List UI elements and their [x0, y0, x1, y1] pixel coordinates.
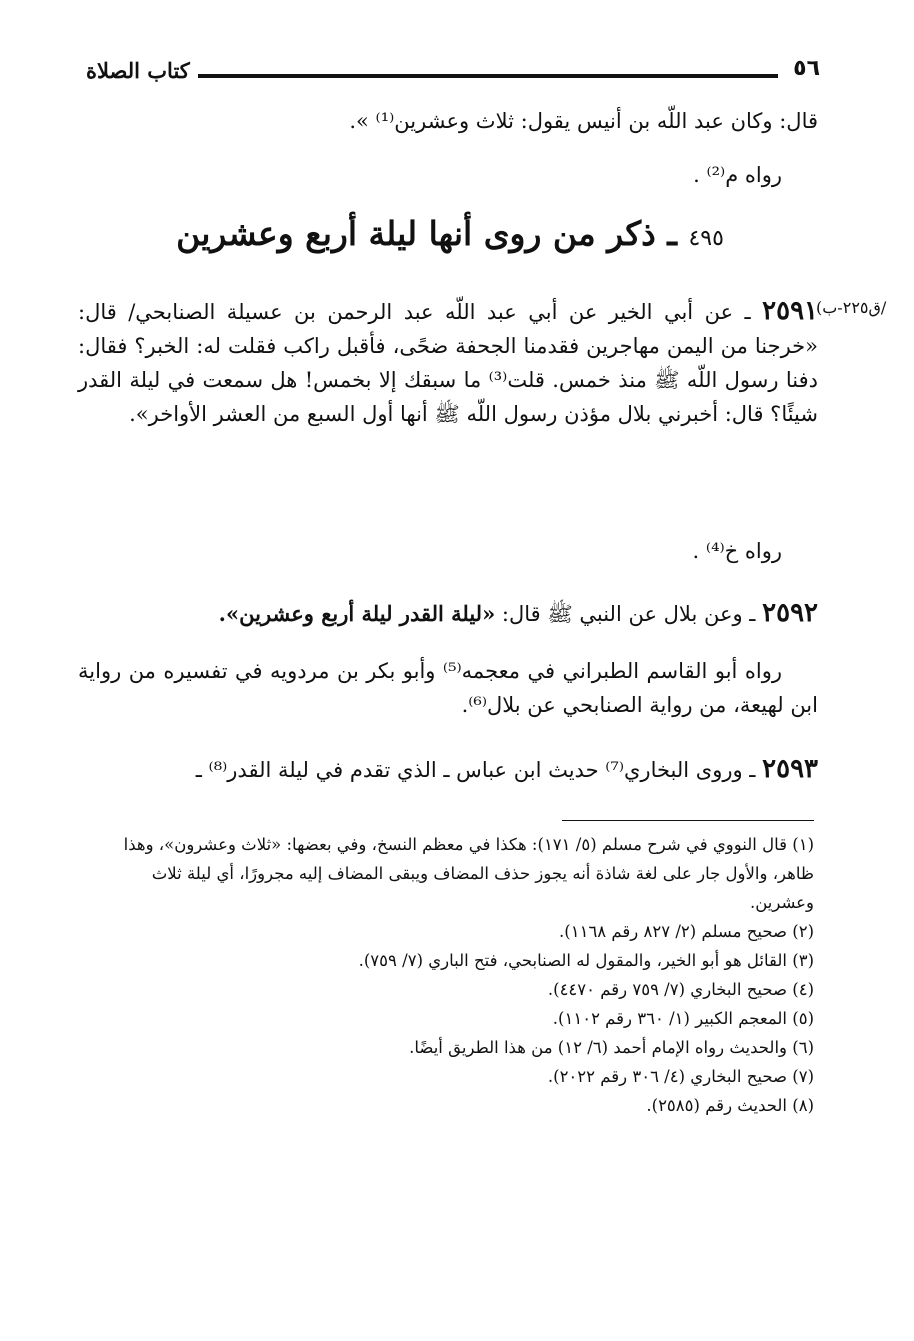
intro-line-2: رواه م⁽²⁾ . — [693, 163, 782, 187]
hadith-2592-riwaya — [78, 654, 818, 722]
footnote-8: (٨) الحديث رقم (٢٥٨٥). — [646, 1096, 814, 1115]
hadith-2593 — [78, 752, 818, 787]
section-heading — [150, 214, 750, 253]
footnotes — [84, 830, 814, 1120]
footnote-5: (٥) المعجم الكبير (١/ ٣٦٠ رقم ١١٠٢). — [552, 1009, 814, 1028]
hadith-text: ـ عن أبي الخير عن أبي عبد اللّه عبد الرحمن بن عسيلة الصنابحي/ قال: «خرجنا من اليمن مهاجرين فقدمنا الجحفة ضحًى، فأقبل راكب فقلت له: الخبر؟ فقال: دفنا رسول اللّه ﷺ منذ خمس. قلت⁽³⁾ ما سبقك إلا بخمس! هل سمعت في ليلة القدر شيئًا؟ قال: أخبرني بلال مؤذن رسول اللّه ﷺ أنها أول السبع من العشر الأواخر». — [78, 300, 818, 426]
footnote-2: (٢) صحيح مسلم (٢/ ٨٢٧ رقم ١١٦٨). — [559, 922, 814, 941]
footnote-4: (٤) صحيح البخاري (٧/ ٧٥٩ رقم ٤٤٧٠). — [547, 980, 814, 999]
riwaya-text: رواه أبو القاسم الطبراني في معجمه⁽⁵⁾ وأبو بكر بن مردويه في تفسيره من رواية ابن لهيعة، من رواية الصنابحي عن بلال⁽⁶⁾. — [78, 659, 818, 717]
hadith-number: ٢٥٩٣ — [762, 754, 818, 784]
footnote-7: (٧) صحيح البخاري (٤/ ٣٠٦ رقم ٢٠٢٢). — [547, 1067, 814, 1086]
chapter-title: كتاب الصلاة — [86, 58, 190, 83]
hadith-2591-riwaya: رواه خ⁽⁴⁾ . — [692, 539, 782, 563]
footnote-separator — [562, 820, 814, 821]
hadith-quote: «ليلة القدر ليلة أربع وعشرين». — [218, 601, 496, 626]
hadith-number: ٢٥٩١ — [762, 296, 819, 326]
section-title: ـ ذكر من روى أنها ليلة أربع وعشرين — [176, 214, 677, 253]
header-rule — [198, 74, 778, 78]
section-number: ٤٩٥ — [688, 226, 724, 251]
hadith-number: ٢٥٩٢ — [762, 598, 818, 628]
manuscript-margin-note: /ق٢٢٥-ب) — [816, 298, 887, 317]
intro-line-1: قال: وكان عبد اللّه بن أنيس يقول: ثلاث وعشرين⁽¹⁾ ». — [349, 109, 818, 133]
hadith-2591 — [78, 294, 818, 431]
running-header — [80, 56, 820, 92]
page-number: ٥٦ — [793, 56, 820, 81]
hadith-2592 — [78, 596, 818, 631]
footnote-3: (٣) القائل هو أبو الخير، والمقول له الصنابحي، فتح الباري (٧/ ٧٥٩). — [358, 951, 814, 970]
hadith-text: ـ وعن بلال عن النبي ﷺ قال: — [495, 602, 756, 626]
footnote-1: (١) قال النووي في شرح مسلم (٥/ ١٧١): هكذا في معظم النسخ، وفي بعضها: «ثلاث وعشرون»، وهذا ظاهر، والأول جار على لغة شاذة أنه يجوز حذف المضاف ويبقى المضاف إليه مجرورًا، أي ليلة ثلاث وعشرين. — [123, 835, 814, 912]
hadith-text: ـ وروى البخاري⁽⁷⁾ حديث ابن عباس ـ الذي تقدم في ليلة القدر⁽⁸⁾ ـ — [195, 758, 756, 782]
footnote-6: (٦) والحديث رواه الإمام أحمد (٦/ ١٢) من هذا الطريق أيضًا. — [409, 1038, 814, 1057]
